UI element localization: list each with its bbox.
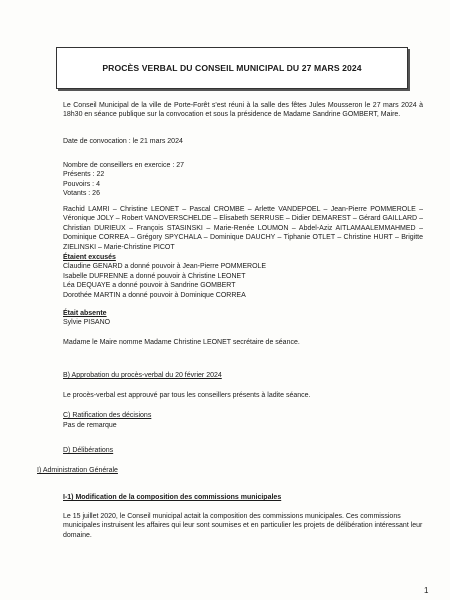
intro-paragraph: Le Conseil Municipal de la ville de Porte-Forêt s'est réuni à la salle des fêtes Jules Mousseron le 27 mars 2024 à 18h30 en séance publique sur la convocation et sous la présidence de Madame Sandrine GOMBERT, Maire. [63, 102, 423, 119]
count-line: Nombre de conseillers en exercice : 27 [63, 162, 185, 169]
secretary-line: Madame le Maire nomme Madame Christine LEONET secrétaire de séance. [63, 339, 300, 346]
section-i1-text: Le 15 juillet 2020, le Conseil municipal actait la composition des commissions municipales. Ces commissions municipales instruisent les affaires qui leur sont soumises et en particulier les projets de délibération intéressant leur domaine. [63, 513, 423, 539]
page-number: 1 [424, 586, 429, 595]
excused-item: Dorothée MARTIN a donné pouvoir à Dominique CORREA [63, 291, 246, 299]
section-d-heading: D) Délibérations [63, 447, 114, 454]
excused-heading: Étaient excusés [63, 254, 116, 261]
excused-item: Isabelle DUFRENNE a donné pouvoir à Christine LEONET [63, 272, 246, 280]
convocation-date: Date de convocation : le 21 mars 2024 [63, 138, 183, 145]
absent-heading: Était absente [63, 310, 107, 317]
excused-block [63, 253, 423, 300]
page-title: PROCÈS VERBAL DU CONSEIL MUNICIPAL DU 27 MARS 2024 [102, 63, 362, 73]
excused-item: Claudine GENARD a donné pouvoir à Jean-Pierre POMMEROLE [63, 263, 267, 271]
section-i1-heading: I-1) Modification de la composition des commissions municipales [63, 494, 282, 501]
title-box [56, 47, 408, 89]
count-line: Présents : 22 [63, 171, 105, 179]
count-line: Pouvoirs : 4 [63, 180, 100, 188]
present-members-list: Rachid LAMRI – Christine LEONET – Pascal CROMBE – Arlette VANDEPOEL – Jean-Pierre POMMEROLE – Véronique JOLY – Robert VANOVERSCHELDE – Elisabeth SERRUSE – Didier DEMAREST – Gérard GAILLARD – Christian DURIEUX – François STASINSKI – Marie-Renée LOUMON – Abdel-Aziz AITLAMAALEMMAHMED – Dominique CORREA – Grégory SPYCHALA – Dominique DAUCHY – Tiphanie OTLET – Christine HURT – Brigitte ZIELINSKI – Marie-Christine PICOT [63, 206, 423, 251]
section-c-text: Pas de remarque [63, 422, 117, 429]
absent-item: Sylvie PISANO [63, 319, 111, 327]
section-c-heading: C) Ratification des décisions [63, 412, 152, 419]
counts-block [63, 161, 423, 199]
section-i-heading: I) Administration Générale [37, 467, 118, 474]
section-b-heading: B) Approbation du procès-verbal du 20 février 2024 [63, 372, 222, 379]
absent-block [63, 309, 423, 328]
count-line: Votants : 26 [63, 190, 100, 198]
section-b-text: Le procès-verbal est approuvé par tous les conseillers présents à ladite séance. [63, 392, 311, 399]
excused-item: Léa DEQUAYE a donné pouvoir à Sandrine GOMBERT [63, 282, 236, 290]
